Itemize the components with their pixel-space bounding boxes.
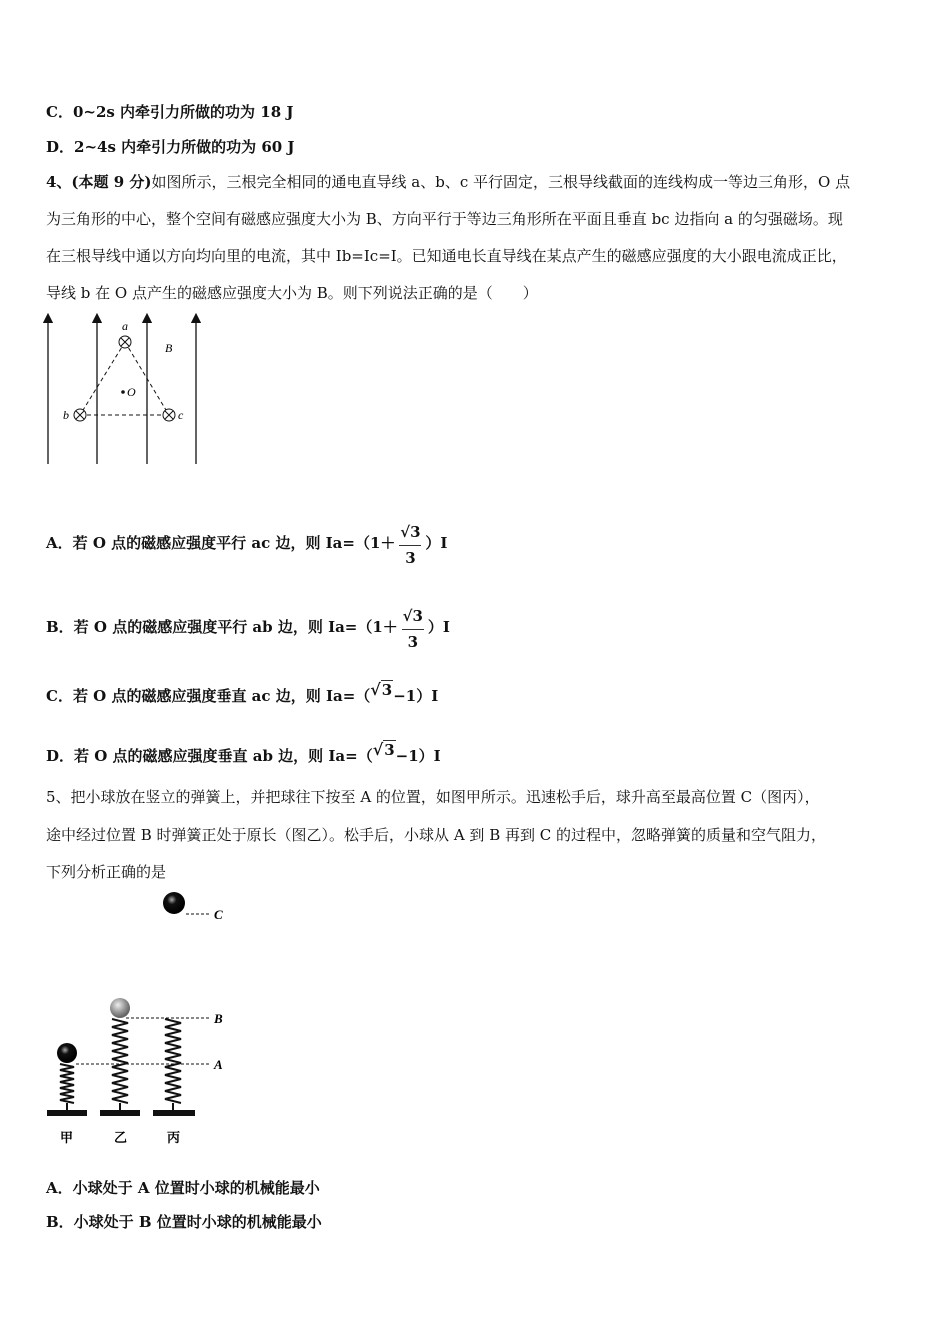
opt-d-root: 3 [384,741,395,759]
label-jia: 甲 [60,1130,74,1145]
label-pos-c: C [214,907,223,922]
q5-option-b: B．小球处于 B 位置时小球的机械能最小 [46,1213,322,1231]
opt-b-num: √3 [402,607,423,625]
opt-b-suffix: ）I [427,618,450,636]
q4-figure [40,312,210,470]
label-yi: 乙 [114,1130,128,1145]
opt-b-fraction [400,607,426,651]
ball-c-icon [163,892,185,914]
option-c-prev: C．0~2s 内牵引力所做的功为 18 J [46,103,294,121]
q4-line4: 导线 b 在 O 点产生的磁感应强度大小为 B。则下列说法正确的是（ ） [46,284,538,302]
label-pos-b: B [214,1011,223,1026]
q4-line2: 为三角形的中心，整个空间有磁感应强度大小为 B、方向平行于等边三角形所在平面且垂直 bc 边指向 a 的匀强磁场。现 [46,210,843,228]
wire-b-icon [74,409,86,421]
opt-c-suffix: −1）I [393,687,439,705]
q5-option-a: A．小球处于 A 位置时小球的机械能最小 [46,1179,320,1197]
q4-option-d [46,740,441,766]
q4-lead: 4、(本题 9 分) [46,173,152,191]
wire-c-icon [163,409,175,421]
label-o: O [127,385,136,399]
opt-c-sqrt: √3 [370,680,393,699]
spring-bing-icon [153,1019,195,1116]
opt-d-sqrt: √3 [372,740,395,759]
opt-d-suffix: −1）I [395,747,441,765]
label-field-b: B [165,341,173,355]
label-a: a [122,319,128,333]
q4-option-b [46,607,450,651]
label-b: b [63,408,69,422]
q5-line1: 5、把小球放在竖立的弹簧上，并把球往下按至 A 的位置，如图甲所示。迅速松手后，球升高至最高位置 C（图丙）， [46,788,820,806]
q5-line2: 途中经过位置 B 时弹簧正处于原长（图乙）。松手后，小球从 A 到 B 再到 C 的过程中，忽略弹簧的质量和空气阻力， [46,826,827,844]
label-bing: 丙 [167,1130,181,1145]
opt-b-prefix: B．若 O 点的磁感应强度平行 ab 边，则 Ia=（1＋ [46,618,398,636]
spring-yi-icon [100,998,140,1116]
opt-c-root: 3 [381,681,393,699]
q4-line1 [46,172,850,192]
label-pos-a: A [214,1057,223,1072]
q5-line3: 下列分析正确的是 [46,863,167,881]
opt-b-den: 3 [407,633,419,651]
wire-a-icon [119,336,131,348]
q4-option-c [46,680,438,706]
opt-a-num: √3 [400,523,421,541]
opt-a-suffix: ）I [425,534,448,552]
opt-a-fraction [397,523,423,567]
option-d-prev: D．2~4s 内牵引力所做的功为 60 J [46,138,295,156]
q4-text1: 如图所示，三根完全相同的通电直导线 a、b、c 平行固定，三根导线截面的连线构成一等边三角形，O 点 [151,173,851,191]
q5-figure [40,888,240,1150]
spring-jia-icon [47,1043,87,1116]
label-c: c [178,408,184,422]
q4-option-a [46,523,448,567]
opt-d-prefix: D．若 O 点的磁感应强度垂直 ab 边，则 Ia=（ [46,747,373,765]
q4-line3: 在三根导线中通以方向均向里的电流，其中 Ib=Ic=I。已知通电长直导线在某点产生的磁感应强度的大小跟电流成正比， [46,247,847,265]
opt-a-prefix: A．若 O 点的磁感应强度平行 ac 边，则 Ia=（1＋ [46,534,396,552]
opt-c-prefix: C．若 O 点的磁感应强度垂直 ac 边，则 Ia=（ [46,687,371,705]
opt-a-den: 3 [405,549,416,567]
